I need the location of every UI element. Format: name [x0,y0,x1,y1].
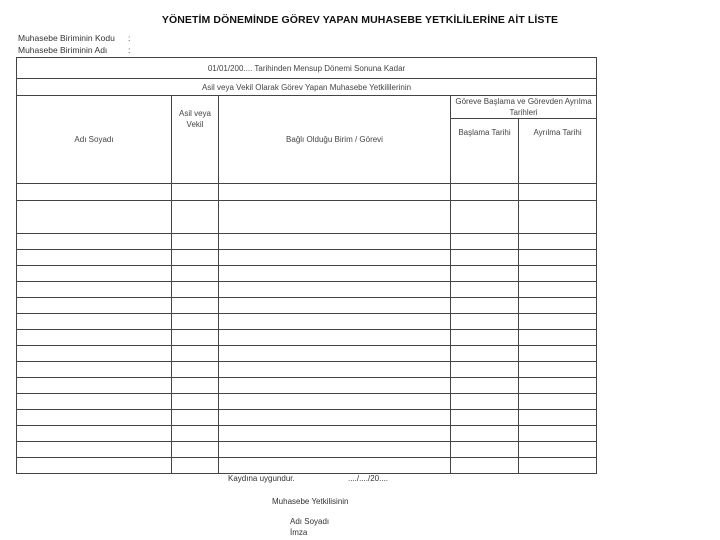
unit-name-row [18,45,131,55]
table-cell[interactable] [17,426,172,442]
table-cell[interactable] [519,362,597,378]
table-cell[interactable] [172,346,219,362]
col-header-name: Adı Soyadı [17,96,172,184]
table-row [17,330,597,346]
table-cell[interactable] [451,426,519,442]
table-cell[interactable] [219,346,451,362]
table-cell[interactable] [451,298,519,314]
table-cell[interactable] [172,201,219,234]
table-cell[interactable] [17,298,172,314]
table-cell[interactable] [451,394,519,410]
table-cell[interactable] [17,234,172,250]
table-cell[interactable] [219,201,451,234]
table-row [17,282,597,298]
table-cell[interactable] [451,266,519,282]
table-cell[interactable] [519,410,597,426]
table-cell[interactable] [519,394,597,410]
table-cell[interactable] [519,201,597,234]
table-cell[interactable] [172,458,219,474]
table-row [17,184,597,201]
table-row [17,266,597,282]
table-cell[interactable] [219,378,451,394]
table-cell[interactable] [519,426,597,442]
table-cell[interactable] [451,378,519,394]
approval-text: Kaydına uygundur. [228,474,295,483]
table-cell[interactable] [172,330,219,346]
table-cell[interactable] [172,298,219,314]
table-cell[interactable] [219,266,451,282]
table-cell[interactable] [17,250,172,266]
table-cell[interactable] [172,234,219,250]
table-row [17,426,597,442]
table-row [17,458,597,474]
col-header-start: Başlama Tarihi [451,119,519,184]
table-cell[interactable] [172,410,219,426]
table-cell[interactable] [17,330,172,346]
table-cell[interactable] [17,314,172,330]
table-cell[interactable] [519,458,597,474]
table-cell[interactable] [451,330,519,346]
table-cell[interactable] [519,184,597,201]
table-cell[interactable] [172,394,219,410]
table-row [17,201,597,234]
table-cell[interactable] [219,442,451,458]
signature-label: İmza [290,528,308,537]
table-cell[interactable] [219,184,451,201]
table-cell[interactable] [519,282,597,298]
table-cell[interactable] [219,298,451,314]
table-cell[interactable] [519,330,597,346]
table-cell[interactable] [17,362,172,378]
table-cell[interactable] [17,394,172,410]
table-cell[interactable] [451,184,519,201]
officer-name-label: Adı Soyadı [290,517,330,526]
table-cell[interactable] [219,362,451,378]
table-cell[interactable] [451,234,519,250]
table-cell[interactable] [219,394,451,410]
table-cell[interactable] [219,282,451,298]
table-cell[interactable] [17,184,172,201]
table-row [17,362,597,378]
col-header-dates: Göreve Başlama ve Görevden Ayrılma Tarihleri [451,96,597,119]
table-cell[interactable] [451,282,519,298]
table-cell[interactable] [17,282,172,298]
table-cell[interactable] [219,426,451,442]
table-cell[interactable] [17,378,172,394]
table-cell[interactable] [172,266,219,282]
table-cell[interactable] [451,362,519,378]
table-row [17,410,597,426]
table-cell[interactable] [451,201,519,234]
table-cell[interactable] [519,378,597,394]
unit-code-row [18,33,131,43]
unit-code-label: Muhasebe Biriminin Kodu [18,33,115,43]
table-cell[interactable] [172,282,219,298]
table-cell[interactable] [451,346,519,362]
table-cell[interactable] [451,442,519,458]
table-cell[interactable] [519,234,597,250]
table-cell[interactable] [17,201,172,234]
table-row [17,346,597,362]
period-header: 01/01/200.... Tarihinden Mensup Dönemi Sonuna Kadar [17,58,597,79]
table-cell[interactable] [219,250,451,266]
table-cell[interactable] [172,442,219,458]
table-row [17,442,597,458]
table-cell[interactable] [519,346,597,362]
table-cell[interactable] [172,314,219,330]
table-cell[interactable] [17,346,172,362]
table-row [17,234,597,250]
table-row [17,250,597,266]
table-cell[interactable] [451,410,519,426]
table-cell[interactable] [219,330,451,346]
unit-name-label: Muhasebe Biriminin Adı [18,45,108,55]
table-cell[interactable] [172,426,219,442]
table-cell[interactable] [219,458,451,474]
table-cell[interactable] [519,298,597,314]
officials-table [16,57,597,474]
table-cell[interactable] [219,234,451,250]
table-subtitle: Asil veya Vekil Olarak Görev Yapan Muhasebe Yetkililerinin [17,79,597,96]
table-cell[interactable] [519,250,597,266]
table-cell[interactable] [17,410,172,426]
table-cell[interactable] [519,314,597,330]
approval-date: ..../..../20.... [348,474,389,483]
col-header-title: Bağlı Olduğu Birim / Görevi [219,96,451,184]
table-row [17,378,597,394]
table-cell[interactable] [451,458,519,474]
table-cell[interactable] [17,458,172,474]
table-cell[interactable] [519,266,597,282]
table-cell[interactable] [172,184,219,201]
table-cell[interactable] [451,314,519,330]
table-row [17,394,597,410]
table-row [17,314,597,330]
unit-code-colon: : [128,33,131,43]
table-cell[interactable] [172,378,219,394]
col-header-end: Ayrılma Tarihi [519,119,597,184]
table-cell[interactable] [17,442,172,458]
table-cell[interactable] [519,442,597,458]
col-header-status: Asil veya Vekil [172,96,219,184]
table-cell[interactable] [172,362,219,378]
unit-name-colon: : [128,45,131,55]
table-cell[interactable] [219,410,451,426]
table-cell[interactable] [451,250,519,266]
table-cell[interactable] [172,250,219,266]
officer-label: Muhasebe Yetkilisinin [272,497,349,506]
table-cell[interactable] [219,314,451,330]
page-title: YÖNETİM DÖNEMİNDE GÖREV YAPAN MUHASEBE YETKİLİLERİNE AİT LİSTE [161,14,559,26]
table-row [17,298,597,314]
table-cell[interactable] [17,266,172,282]
